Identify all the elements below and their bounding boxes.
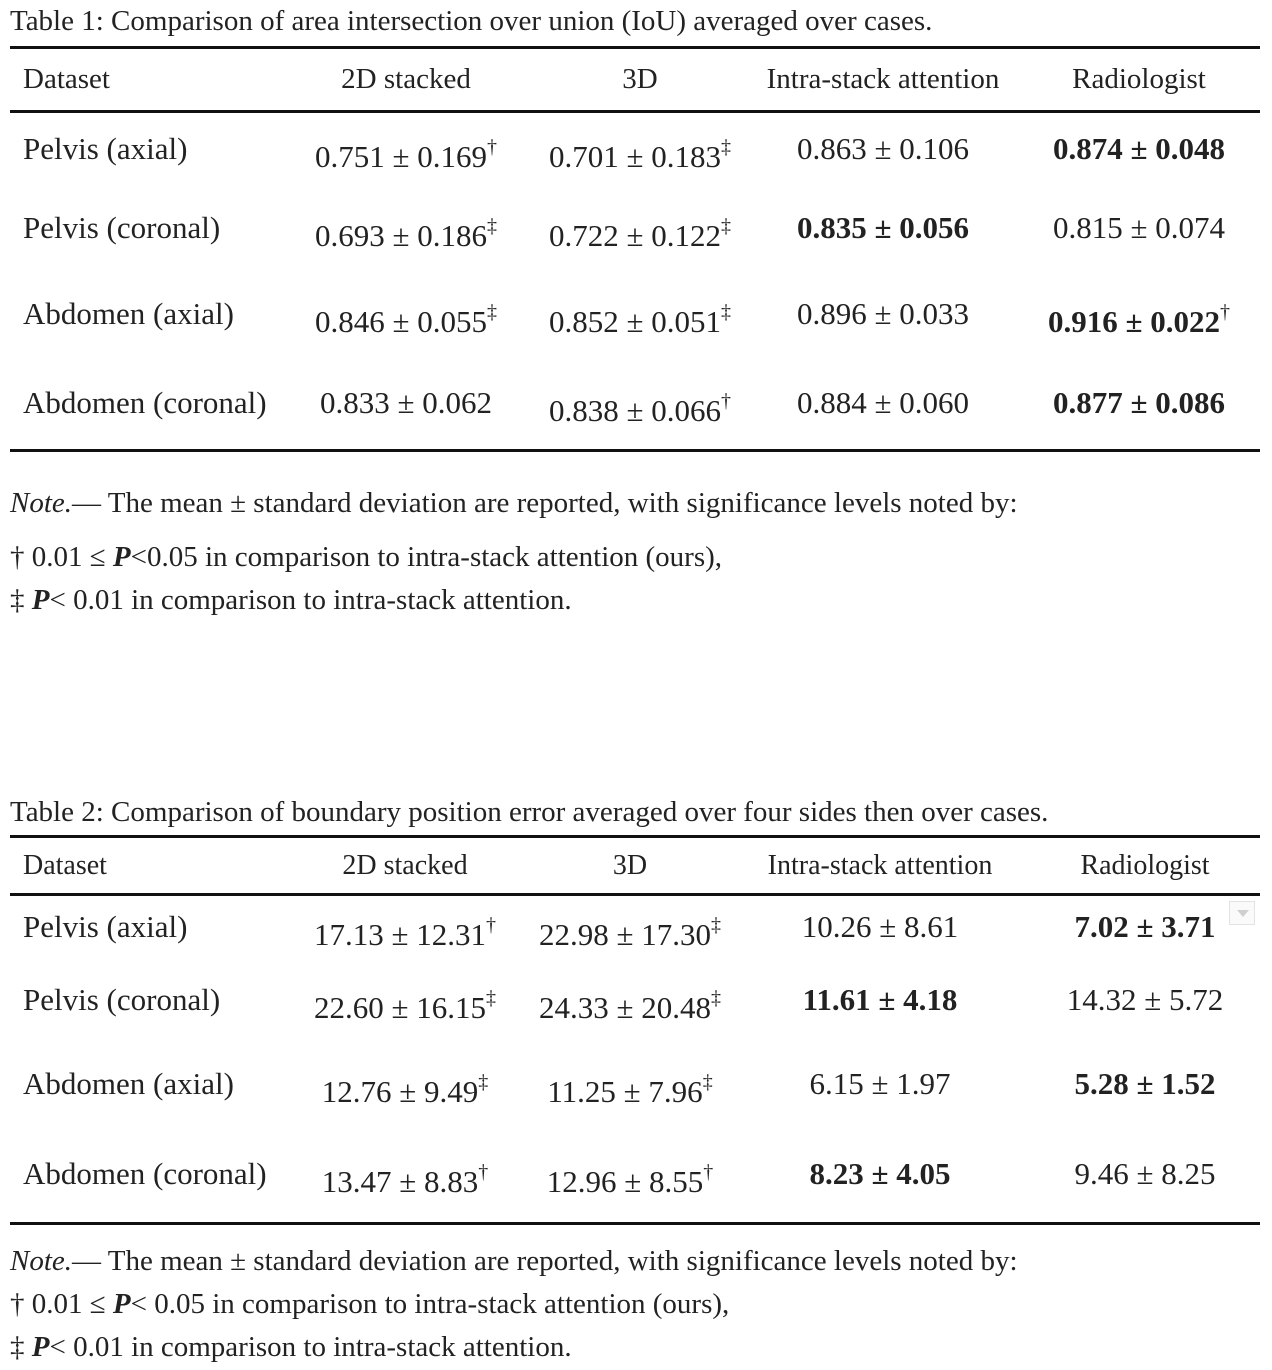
cell xyxy=(530,895,730,959)
dropdown-arrow-icon[interactable] xyxy=(1229,901,1255,925)
row-label: Pelvis (coronal) xyxy=(23,210,221,245)
table-row xyxy=(10,1126,1260,1224)
row-label: Pelvis (coronal) xyxy=(23,982,221,1017)
note-intro: Note.— The mean ± standard deviation are reported, with significance levels noted by: xyxy=(10,487,1018,519)
table1-header-intra-stack: Intra-stack attention xyxy=(766,62,1000,95)
cell-value: 13.47 ± 8.83† xyxy=(321,1161,489,1199)
cell xyxy=(1018,271,1260,357)
row-label: Pelvis (axial) xyxy=(23,909,188,944)
table2-header-3d: 3D xyxy=(612,849,648,881)
cell-value: 0.896 ± 0.033 xyxy=(796,296,969,331)
cell xyxy=(280,958,530,1042)
best-value: 8.23 ± 4.05 xyxy=(809,1156,951,1191)
row-label: Pelvis (axial) xyxy=(23,131,188,166)
table1-header-dataset: Dataset xyxy=(23,62,110,95)
cell-value: 24.33 ± 20.48‡ xyxy=(538,987,721,1025)
cell xyxy=(730,895,1030,959)
best-value: 0.916 ± 0.022† xyxy=(1047,301,1230,339)
cell-value: 0.863 ± 0.106 xyxy=(796,131,969,166)
cell xyxy=(1030,1042,1260,1126)
cell xyxy=(748,357,1018,451)
cell xyxy=(532,271,748,357)
cell-value: 14.32 ± 5.72 xyxy=(1066,982,1224,1017)
cell xyxy=(530,958,730,1042)
cell xyxy=(280,271,532,357)
significance-mark: † xyxy=(478,1161,489,1183)
cell xyxy=(280,895,530,959)
table2-header-row xyxy=(10,837,1260,895)
cell xyxy=(1030,958,1260,1042)
row-label: Abdomen (coronal) xyxy=(23,385,267,420)
table2 xyxy=(10,835,1260,1225)
significance-mark: ‡ xyxy=(478,1071,489,1093)
cell xyxy=(1030,895,1260,959)
table2-header-intra-stack: Intra-stack attention xyxy=(767,849,993,881)
cell-value: 12.96 ± 8.55† xyxy=(546,1161,714,1199)
table-row xyxy=(10,895,1260,959)
significance-mark: † xyxy=(703,1161,714,1183)
table2-block xyxy=(10,795,1260,1225)
table-row xyxy=(10,958,1260,1042)
cell-value: 22.98 ± 17.30‡ xyxy=(538,914,721,952)
table1-header-2d-stacked: 2D stacked xyxy=(341,62,471,95)
cell xyxy=(730,1042,1030,1126)
cell xyxy=(532,112,748,186)
significance-mark: ‡ xyxy=(721,136,731,158)
significance-mark: ‡ xyxy=(487,301,497,323)
cell xyxy=(280,112,532,186)
significance-mark: ‡ xyxy=(486,987,496,1009)
cell-value: 0.852 ± 0.051‡ xyxy=(548,301,731,339)
significance-mark: ‡ xyxy=(702,1071,713,1093)
significance-mark: † xyxy=(1220,301,1230,323)
table-row xyxy=(10,112,1260,186)
cell-value: 6.15 ± 1.97 xyxy=(809,1066,951,1101)
table2-caption: Table 2: Comparison of boundary position error averaged over four sides then over cases. xyxy=(10,796,1049,828)
table1-block xyxy=(10,4,1260,452)
cell-value: 17.13 ± 12.31† xyxy=(313,914,496,952)
cell xyxy=(748,112,1018,186)
note-double-dagger: ‡ P< 0.01 in comparison to intra-stack attention. xyxy=(10,584,572,616)
table2-header-2d-stacked: 2D stacked xyxy=(342,849,468,881)
cell-value: 11.25 ± 7.96‡ xyxy=(547,1071,713,1109)
cell-value: 0.751 ± 0.169† xyxy=(314,136,497,174)
cell-value: 0.722 ± 0.122‡ xyxy=(548,215,731,253)
cell xyxy=(1018,112,1260,186)
table2-note xyxy=(10,1240,1260,1369)
significance-mark: ‡ xyxy=(721,301,731,323)
cell xyxy=(1030,1126,1260,1224)
cell xyxy=(748,271,1018,357)
table-row xyxy=(10,185,1260,271)
note-dagger: † 0.01 ≤ P<0.05 in comparison to intra-stack attention (ours), xyxy=(10,541,723,573)
significance-mark: † xyxy=(721,390,731,412)
table-row xyxy=(10,1042,1260,1126)
cell-value: 9.46 ± 8.25 xyxy=(1074,1156,1216,1191)
cell xyxy=(530,1042,730,1126)
significance-mark: ‡ xyxy=(711,987,721,1009)
table1-note xyxy=(10,482,1260,622)
table1-header-row xyxy=(10,48,1260,112)
significance-mark: ‡ xyxy=(711,914,721,936)
table-row xyxy=(10,357,1260,451)
best-value: 0.835 ± 0.056 xyxy=(796,210,969,245)
best-value: 7.02 ± 3.71 xyxy=(1074,909,1216,944)
note-dagger: † 0.01 ≤ P< 0.05 in comparison to intra-stack attention (ours), xyxy=(10,1288,730,1320)
cell-value: 0.846 ± 0.055‡ xyxy=(314,301,497,339)
best-value: 5.28 ± 1.52 xyxy=(1074,1066,1216,1101)
cell-value: 22.60 ± 16.15‡ xyxy=(313,987,496,1025)
cell xyxy=(730,958,1030,1042)
cell-value: 12.76 ± 9.49‡ xyxy=(321,1071,489,1109)
note-intro: Note.— The mean ± standard deviation are reported, with significance levels noted by: xyxy=(10,1245,1018,1277)
cell-value: 0.838 ± 0.066† xyxy=(548,390,731,428)
cell-value: 0.833 ± 0.062 xyxy=(319,385,492,420)
significance-mark: † xyxy=(487,136,497,158)
table1-header-3d: 3D xyxy=(622,62,658,95)
cell-value: 0.884 ± 0.060 xyxy=(796,385,969,420)
cell-value: 10.26 ± 8.61 xyxy=(801,909,959,944)
cell xyxy=(532,357,748,451)
row-label: Abdomen (coronal) xyxy=(23,1156,267,1191)
cell xyxy=(280,1042,530,1126)
cell xyxy=(730,1126,1030,1224)
best-value: 11.61 ± 4.18 xyxy=(802,982,958,1017)
cell xyxy=(532,185,748,271)
table2-header-dataset: Dataset xyxy=(23,849,107,881)
row-label: Abdomen (axial) xyxy=(23,296,234,331)
note-double-dagger: ‡ P< 0.01 in comparison to intra-stack attention. xyxy=(10,1331,572,1363)
cell xyxy=(748,185,1018,271)
cell xyxy=(1018,185,1260,271)
significance-mark: ‡ xyxy=(487,215,497,237)
cell xyxy=(1018,357,1260,451)
table1 xyxy=(10,46,1260,452)
significance-mark: ‡ xyxy=(721,215,731,237)
cell xyxy=(280,185,532,271)
significance-mark: † xyxy=(486,914,496,936)
cell xyxy=(280,357,532,451)
cell-value: 0.815 ± 0.074 xyxy=(1052,210,1225,245)
table-row xyxy=(10,271,1260,357)
row-label: Abdomen (axial) xyxy=(23,1066,234,1101)
table2-header-radiologist: Radiologist xyxy=(1080,849,1210,881)
table1-caption: Table 1: Comparison of area intersection over union (IoU) averaged over cases. xyxy=(10,5,933,37)
table1-header-radiologist: Radiologist xyxy=(1072,62,1206,95)
cell-value: 0.701 ± 0.183‡ xyxy=(548,136,731,174)
cell-value: 0.693 ± 0.186‡ xyxy=(314,215,497,253)
best-value: 0.874 ± 0.048 xyxy=(1052,131,1225,166)
best-value: 0.877 ± 0.086 xyxy=(1052,385,1225,420)
cell xyxy=(530,1126,730,1224)
cell xyxy=(280,1126,530,1224)
